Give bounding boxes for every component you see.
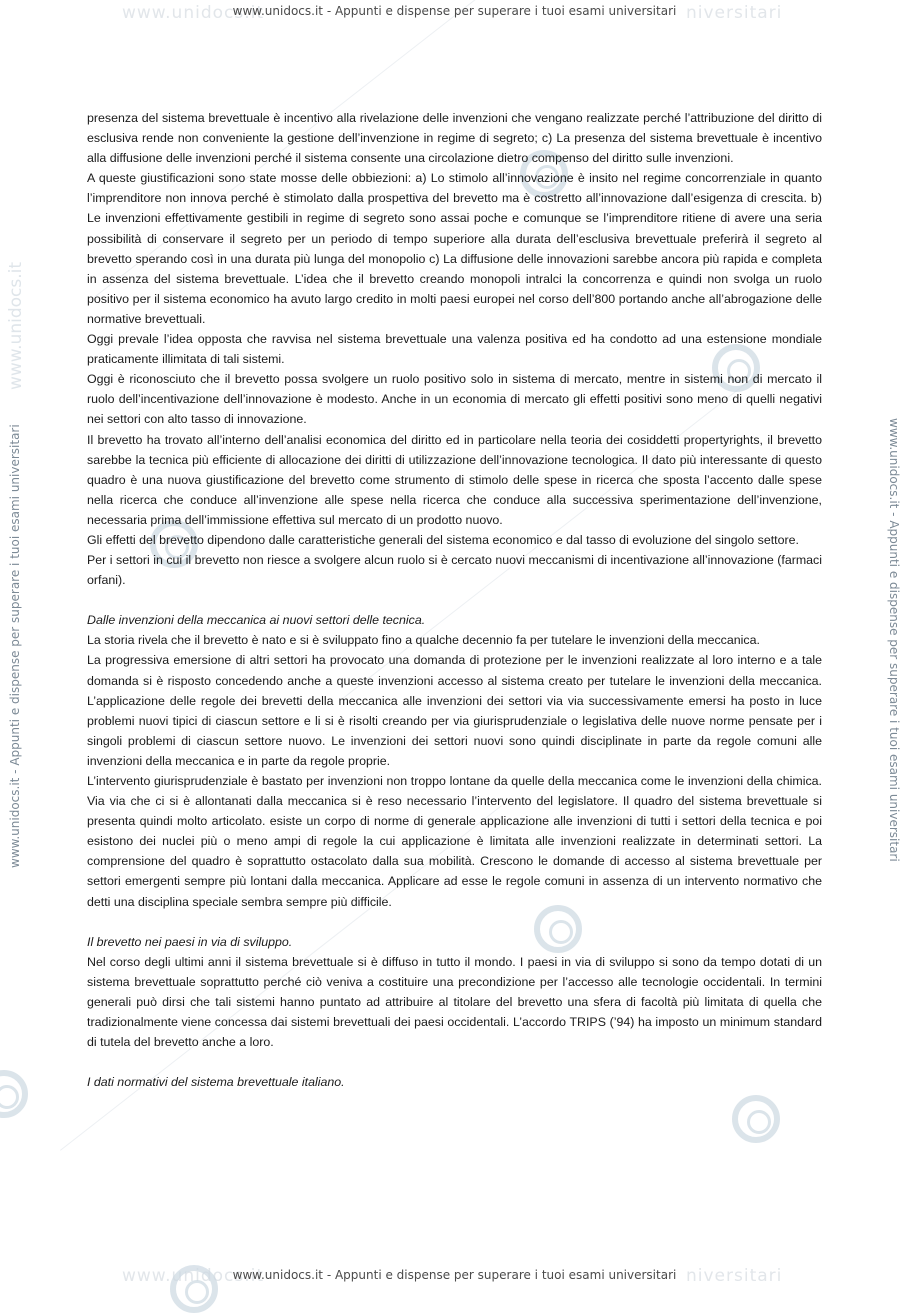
paragraph: Per i settori in cui il brevetto non riesce a svolgere alcun ruolo si è cercato nuovi meccanismi di incentivazione all’innovazione (farmaci orfani). <box>87 553 822 588</box>
paragraph: La progressiva emersione di altri settori ha provocato una domanda di protezione per le invenzioni realizzate al loro interno e a tale domanda si è risposto concedendo anche a queste invenzioni accesso al sistema creato per tutelare le invenzioni della meccanica. L’applicazione delle regole dei brevetti della meccanica alle invenzioni dei settori via via successivamente emersi ha posto in luce problemi nuovi tipici di ciascun settore e li si è risolti creando per via giurisprudenziale o legislativa delle nuove norme pensate per i singoli problemi di ciascun settore nuovo. Le invenzioni dei settori nuovi sono quindi disciplinate in parte da regole comuni alle invenzioni della meccanica e in parte da regole proprie. <box>87 653 822 768</box>
paragraph: Gli effetti del brevetto dipendono dalle caratteristiche generali del sistema economico e dal tasso di evoluzione del singolo settore. <box>87 532 799 547</box>
header-banner[interactable]: www.unidocs.it - Appunti e dispense per superare i tuoi esami universitari <box>232 4 677 18</box>
unidocs-logo-icon <box>0 1070 28 1118</box>
section-heading-mechanics: Dalle invenzioni della meccanica ai nuovi settori delle tecnica. <box>87 613 426 628</box>
paragraph: Il brevetto ha trovato all’interno dell’analisi economica del diritto ed in particolare nella teoria dei cosiddetti propertyrights, il brevetto sarebbe la tecnica più efficiente di allocazione dei diritti di utilizzazione dell’innovazione tecnologica. Il dato più interessante di questo quadro è una nuova giustificazione del brevetto come strumento di stimolo delle spese in ricerca che sposta l’accento dalle spese nella ricerca che conduce all’invenzione alle spese nella ricerca che conduce alla successiva sperimentazione dell’invenzione, necessaria prima dell’immissione effettiva sul mercato di un prodotto nuovo. <box>87 432 822 527</box>
section-heading-developing: Il brevetto nei paesi in via di sviluppo. <box>87 934 293 949</box>
section-heading-italian: I dati normativi del sistema brevettuale italiano. <box>87 1075 345 1090</box>
paragraph: Oggi è riconosciuto che il brevetto possa svolgere un ruolo positivo solo in sistema di mercato, mentre in sistemi non di mercato il ruolo dell’incentivazione dell’innovazione è modesto. Anche in un economia di mercato gli effetti positivi sono meno di quelli negativi nei settori con alto tasso di innovazione. <box>87 372 822 427</box>
spacer <box>87 1052 822 1072</box>
unidocs-logo-icon <box>732 1095 780 1143</box>
left-side-watermark: www.unidocs.it - Appunti e dispense per superare i tuoi esami universitari <box>8 424 22 868</box>
paragraph: L’intervento giurisprudenziale è bastato per invenzioni non troppo lontane da quelle della meccanica come le invenzioni della chimica. Via via che ci si è allontanati dalla meccanica si è reso necessario l’intervento del legislatore. Il quadro del sistema brevettuale si presenta quindi molto articolato. esiste un corpo di norme di generale applicazione alle invenzioni di tutti i settori della tecnica e poi esistono dei nuclei più o meno ampi di regole la cui applicazione è limitata alle invenzioni realizzate in determinati settori. La comprensione del quadro è soprattutto ostacolato dalla sua mobilità. Crescono le domande di accesso al sistema brevettuale per settori emergenti sempre più lontani dalla meccanica. Applicare ad esse le regole comuni in assenza di un intervento normativo che detti una disciplina speciale sembra sempre più difficile. <box>87 774 822 909</box>
paragraph: La storia rivela che il brevetto è nato e si è sviluppato fino a qualche decennio fa per tutelare le invenzioni della meccanica. <box>87 633 760 648</box>
paragraph: presenza del sistema brevettuale è incentivo alla rivelazione delle invenzioni che vengano realizzate perché l’attribuzione del diritto di esclusiva rende non conveniente la gestione dell’invenzione in regime di segreto; c) La presenza del sistema brevettuale è incentivo alla diffusione delle invenzioni perché il sistema consente una circolazione dietro compenso del diritto sulle invenzioni. <box>87 111 822 166</box>
document-body <box>87 108 822 1092</box>
paragraph: Oggi prevale l’idea opposta che ravvisa nel sistema brevettuale una valenza positiva ed ha condotto ad una estensione mondiale praticamente illimitata di tali sistemi. <box>87 332 822 367</box>
footer-banner[interactable]: www.unidocs.it - Appunti e dispense per superare i tuoi esami universitari <box>232 1268 677 1282</box>
right-side-watermark: www.unidocs.it - Appunti e dispense per superare i tuoi esami universitari <box>887 418 901 862</box>
spacer <box>87 912 822 932</box>
paragraph: A queste giustificazioni sono state mosse delle obbiezioni: a) Lo stimolo all’innovazione è insito nel regime concorrenziale in quanto l’imprenditore non innova perché è stimolato dalla prospettiva del brevetto ma è costretto all’innovazione dall’esigenza di crescita. b) Le invenzioni effettivamente gestibili in regime di segreto sono assai poche e comunque se l’imprenditore ritiene di avere una seria possibilità di conservare il segreto per un periodo di tempo superiore alla durata dell’esclusiva brevettuale preferirà il segreto al brevetto sperando così in una durata più lunga del monopolio c) La diffusione delle innovazioni sarebbe ancora più rapida e completa in assenza del sistema brevettuale. L’idea che il brevetto creando monopoli intralci la concorrenza e quindi non svolga un ruolo positivo per il sistema economico ha avuto largo credito in molti paesi europei nel corso dell’800 portando anche all’abrogazione delle normative brevettuali. <box>87 171 822 326</box>
spacer <box>87 590 822 610</box>
paragraph: Nel corso degli ultimi anni il sistema brevettuale si è diffuso in tutto il mondo. I paesi in via di sviluppo si sono da tempo dotati di un sistema brevettuale soprattutto perché ciò veniva a costituire una precondizione per l’accesso alle tecnologie occidentali. In termini generali può dirsi che tali sistemi hanno puntato ad attribuire al titolare del brevetto una sfera di facoltà più limitata di quella che tradizionalmente viene concessa dai sistemi brevettuali dei paesi occidentali. L’accordo TRIPS (’94) ha imposto un minimum standard di tutela del brevetto anche a loro. <box>87 954 822 1050</box>
left-side-ghost: www.unidocs.it <box>6 261 26 390</box>
